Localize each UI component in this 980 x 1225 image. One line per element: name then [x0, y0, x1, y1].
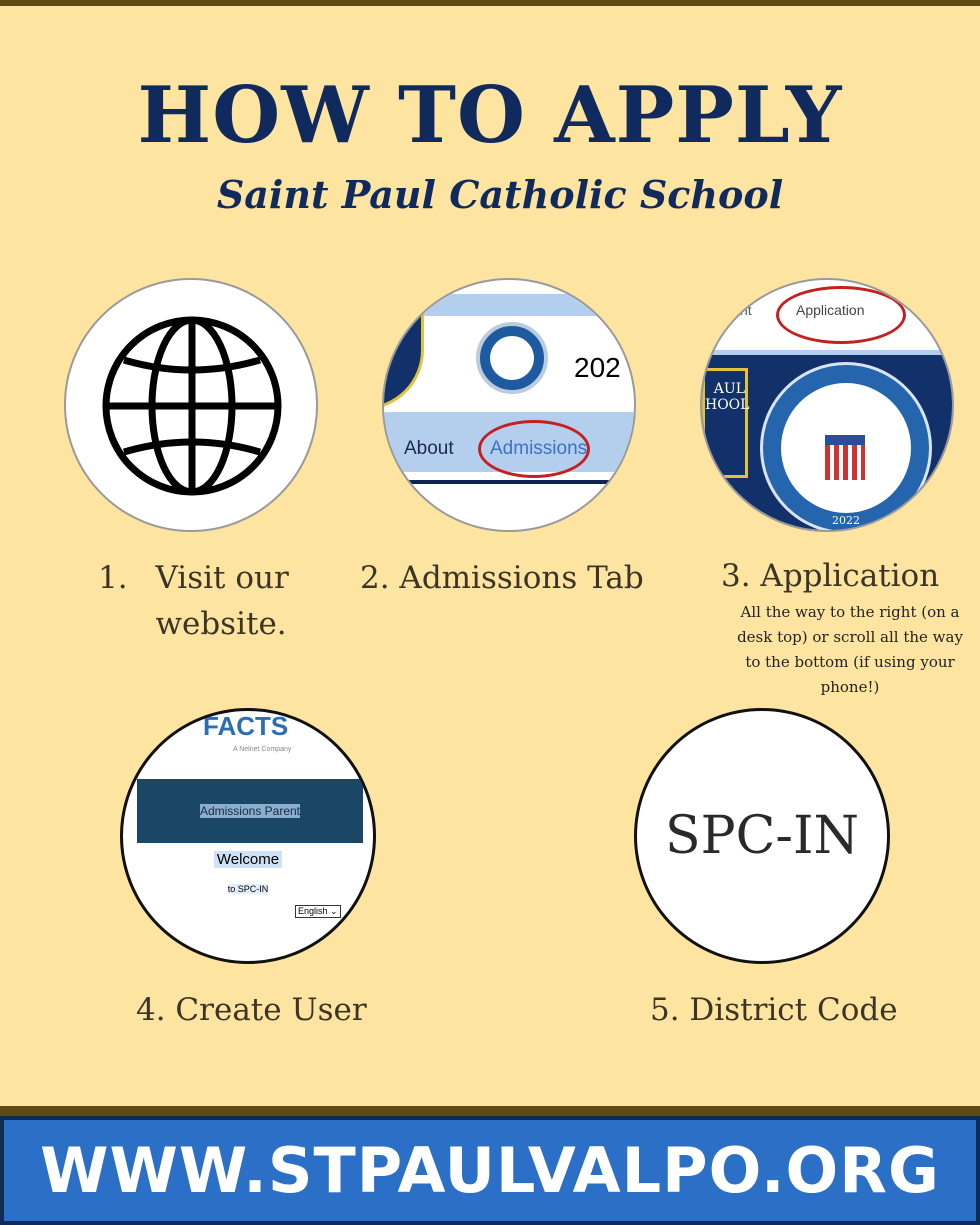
- district-code: SPC-IN: [664, 806, 859, 866]
- nav-about: About: [404, 438, 454, 459]
- globe-circle: [64, 278, 318, 532]
- application-screenshot: [700, 278, 954, 532]
- district-code-circle: [634, 708, 890, 964]
- step-4-label: 4. Create User: [136, 992, 367, 1028]
- shield-text: AUL: [713, 381, 745, 397]
- footer-border: [0, 1106, 980, 1116]
- blue-ribbon-seal: [760, 362, 932, 532]
- language-value: English: [298, 906, 328, 916]
- school-shield: [702, 368, 748, 478]
- nav-application: Application: [796, 302, 865, 318]
- top-border: [0, 0, 980, 6]
- nav-partial: nt: [740, 302, 752, 318]
- step-3-label: 3. Application: [721, 558, 940, 594]
- welcome-text: Welcome: [214, 851, 282, 868]
- red-circle-annotation: [776, 286, 906, 344]
- step-5-label: 5. District Code: [650, 992, 898, 1028]
- step-1-label: [98, 555, 345, 647]
- facts-logo-sub: A Nelnet Company: [233, 746, 292, 753]
- admissions-screenshot: [382, 278, 636, 532]
- year-text: 202: [574, 352, 621, 383]
- globe-icon: [66, 280, 318, 532]
- red-circle-annotation: [478, 420, 590, 478]
- step-1-number: 1.: [98, 560, 128, 596]
- to-spc-in-text: to SPC-IN: [227, 884, 269, 894]
- school-shield: [382, 290, 424, 410]
- facts-logo: FACTS: [203, 711, 289, 741]
- nav-admissions: Admissions: [490, 438, 588, 459]
- step-2-label: 2. Admissions Tab: [360, 560, 644, 596]
- admissions-parent-banner: Admissions Parent: [199, 804, 301, 818]
- shield-text: HOOL: [705, 397, 750, 413]
- blue-ribbon-seal: [476, 322, 548, 394]
- school-name: Saint Paul Catholic School: [216, 172, 784, 217]
- seal-year: 2022: [832, 514, 860, 527]
- language-select: English ⌄: [295, 905, 341, 918]
- page-title: HOW TO APPLY: [137, 70, 843, 161]
- facts-screenshot: [120, 708, 376, 964]
- step-1-text: Visit our website.: [155, 560, 289, 642]
- step-3-note: All the way to the right (on a desk top) or scroll all the way to the bottom (if using your phone!): [737, 603, 963, 696]
- website-url[interactable]: WWW.STPAULVALPO.ORG: [0, 1116, 980, 1225]
